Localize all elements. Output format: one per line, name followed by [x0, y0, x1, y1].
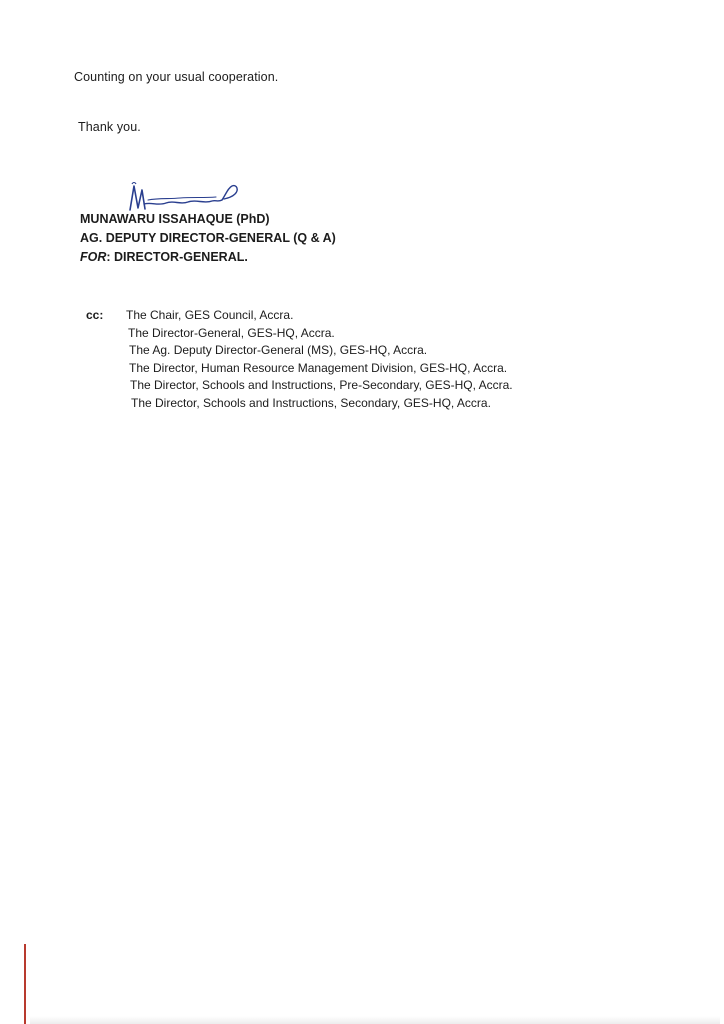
cc-recipient: The Director, Schools and Instructions, Pre-Secondary, GES-HQ, Accra. [130, 378, 513, 393]
cc-recipient: The Director, Schools and Instructions, Secondary, GES-HQ, Accra. [131, 395, 491, 410]
page-edge-mark [24, 944, 26, 1024]
cc-recipient-list [126, 307, 513, 413]
signatory-name: MUNAWARU ISSAHAQUE (PhD) [80, 212, 270, 226]
for-prefix: FOR [80, 250, 107, 264]
cc-label: cc: [86, 308, 104, 322]
cc-recipient: The Ag. Deputy Director-General (MS), GES-HQ, Accra. [129, 343, 428, 358]
cc-recipient: The Director, Human Resource Management Division, GES-HQ, Accra. [129, 360, 508, 375]
for-text: : DIRECTOR-GENERAL. [106, 250, 248, 264]
cc-recipient: The Chair, GES Council, Accra. [126, 308, 294, 322]
closing-line: Counting on your usual cooperation. [74, 70, 279, 84]
signature-block [80, 210, 336, 267]
thanks-line: Thank you. [78, 120, 141, 134]
cc-recipient: The Director-General, GES-HQ, Accra. [128, 325, 335, 340]
scan-bottom-shadow [30, 1016, 720, 1024]
signatory-title: AG. DEPUTY DIRECTOR-GENERAL (Q & A) [80, 231, 336, 245]
signatory-for-line [80, 248, 336, 267]
